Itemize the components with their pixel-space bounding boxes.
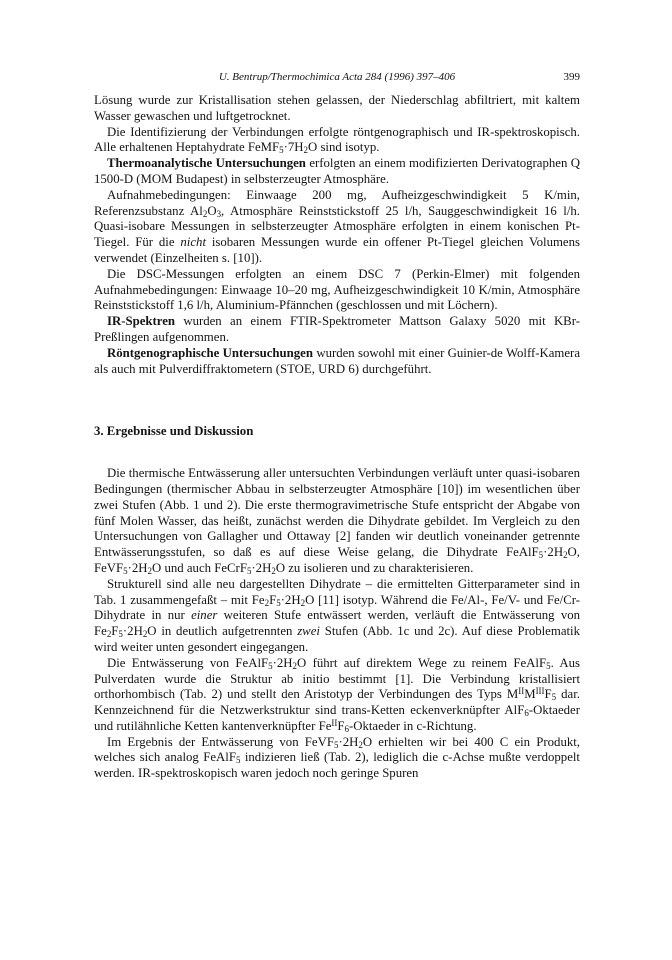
journal-citation: U. Bentrup/Thermochimica Acta 284 (1996) 397–406 bbox=[218, 71, 456, 83]
paragraph-structure: Strukturell sind alle neu dargestellten Dihydrate – die ermittelten Gitterparameter sind in Tab. 1 zusammengefaßt – mit $Fe_2F_5\cdot 2H_2O$ [11] isotyp. Während die Fe/Al-, Fe/V- und Fe/Cr-Dihydrate in nur einer weiteren Stufe entwässert werden, verläuft die Entwässerung von $Fe_2F_5\cdot 2H_2O$ in deutlich aufgetrennten zwei Stufen (Abb. 1c und 2c). Auf diese Problematik wird weiter unten gesondert eingegangen. bbox=[94, 576, 581, 654]
paragraph-solution: Lösung wurde zur Kristallisation stehen gelassen, der Niederschlag abfiltriert, mit kaltem Wasser gewaschen und luftgetrocknet. bbox=[94, 93, 580, 123]
paragraph-dsc: Die DSC-Messungen erfolgten an einem DSC 7 (Perkin-Elmer) mit folgenden Aufnahmebedingungen: Einwaage 10–20 mg, Aufheizgeschwindigkeit 10 K/min, Atmosphäre Reinststickstoff 1,6 l/h, Aluminium-Pfännchen (geschlossen und mit Löchern). bbox=[94, 266, 580, 313]
bold-term: IR-Spektren bbox=[107, 314, 176, 329]
bold-term: Thermoanalytische Untersuchungen bbox=[107, 156, 306, 171]
bold-term: Röntgenographische Untersuchungen bbox=[107, 345, 313, 360]
paragraph-ir: IR-Spektren wurden an einem FTIR-Spektrometer Mattson Galaxy 5020 mit KBr-Preßlingen aufgenommen. bbox=[94, 314, 580, 344]
paragraph-identification: Die Identifizierung der Verbindungen erfolgte röntgenographisch und IR-spektroskopisch. Alle erhaltenen Heptahydrate $FeMF_5\cdot 7H_2O$ sind isotyp. bbox=[94, 124, 580, 156]
paragraph-xray: Röntgenographische Untersuchungen wurden sowohl mit einer Guinier-de Wolff-Kamera als auch mit Pulverdiffraktometern (STOE, URD 6) durchgeführt. bbox=[94, 345, 580, 376]
running-head bbox=[94, 71, 580, 87]
paragraph-dehydration: Die thermische Entwässerung aller untersuchten Verbindungen verläuft unter quasi-isobaren Bedingungen (thermischer Abbau in selbsterzeugter Atmosphäre [10]) im wesentlichen über zwei Stufen (Abb. 1 und 2). Die erste thermogravimetrische Stufe entspricht der Abgabe von fünf Molen Wasser, das heißt, zunächst werden die Dihydrate gebildet. Im Vergleich zu den Untersuchungen von Gallagher und Ottaway [2] fanden wir deutlich voneinander getrennte Entwässerungsstufen, so daß es auf diese Weise gelang, die Dihydrate $FeAlF_5\cdot 2H_2O$, $FeVF_5\cdot 2H_2O$ und auch $FeCrF_5\cdot 2H_2O$ zu isolieren und zu charakterisieren. bbox=[94, 466, 580, 577]
page-number: 399 bbox=[563, 71, 580, 83]
body-text bbox=[94, 93, 580, 782]
paragraph-fealf5: Die Entwässerung von $FeAlF_5\cdot 2H_2O$ führt auf direktem Wege zu reinem FeAlF$_5$. Aus Pulverdaten wurde die Struktur ab initio bestimmt [1]. Die Verbindung kristallisiert orthorhombisch (Tab. 2) und stellt den Aristotyp der Verbindungen des Typs $M^{II}M^{III}F_5$ dar. Kennzeichnend für die Netzwerkstruktur sind trans-Ketten eckenverknüpfter AlF$_6$-Oktaeder und rutilähnliche Ketten kantenverknüpfter $Fe^{II}F_6$-Oktaeder in c-Richtung. bbox=[94, 655, 581, 735]
paragraph-thermoanalysis: Thermoanalytische Untersuchungen erfolgten an einem modifizierten Derivatographen Q 1500-D (MOM Budapest) in selbsterzeugter Atmosphäre. bbox=[94, 156, 581, 186]
section-heading: 3. Ergebnisse und Diskussion bbox=[94, 424, 254, 439]
paragraph-fevf5: Im Ergebnis der Entwässerung von $FeVF_5\cdot 2H_2O$ erhielten wir bei 400 C ein Produkt, welches sich analog FeAlF$_5$ indizieren ließ (Tab. 2), lediglich die c-Achse mußte verdoppelt werden. IR-spektroskopisch waren jedoch noch geringe Spuren bbox=[94, 734, 581, 781]
paragraph-conditions: Aufnahmebedingungen: Einwaage 200 mg, Aufheizgeschwindigkeit 5 K/min, Referenzsubstanz $Al_2O_3$, Atmosphäre Reinststickstoff 25 l/h, Sauggeschwindigkeit 16 l/h. Quasi-isobare Messungen in selbsterzeugter Atmosphäre erfolgten in einem konischen Pt-Tiegel. Für die nicht isobaren Messungen wurde ein offener Pt-Tiegel gleichen Volumens verwendet (Einzelheiten s. [10]). bbox=[94, 187, 580, 265]
